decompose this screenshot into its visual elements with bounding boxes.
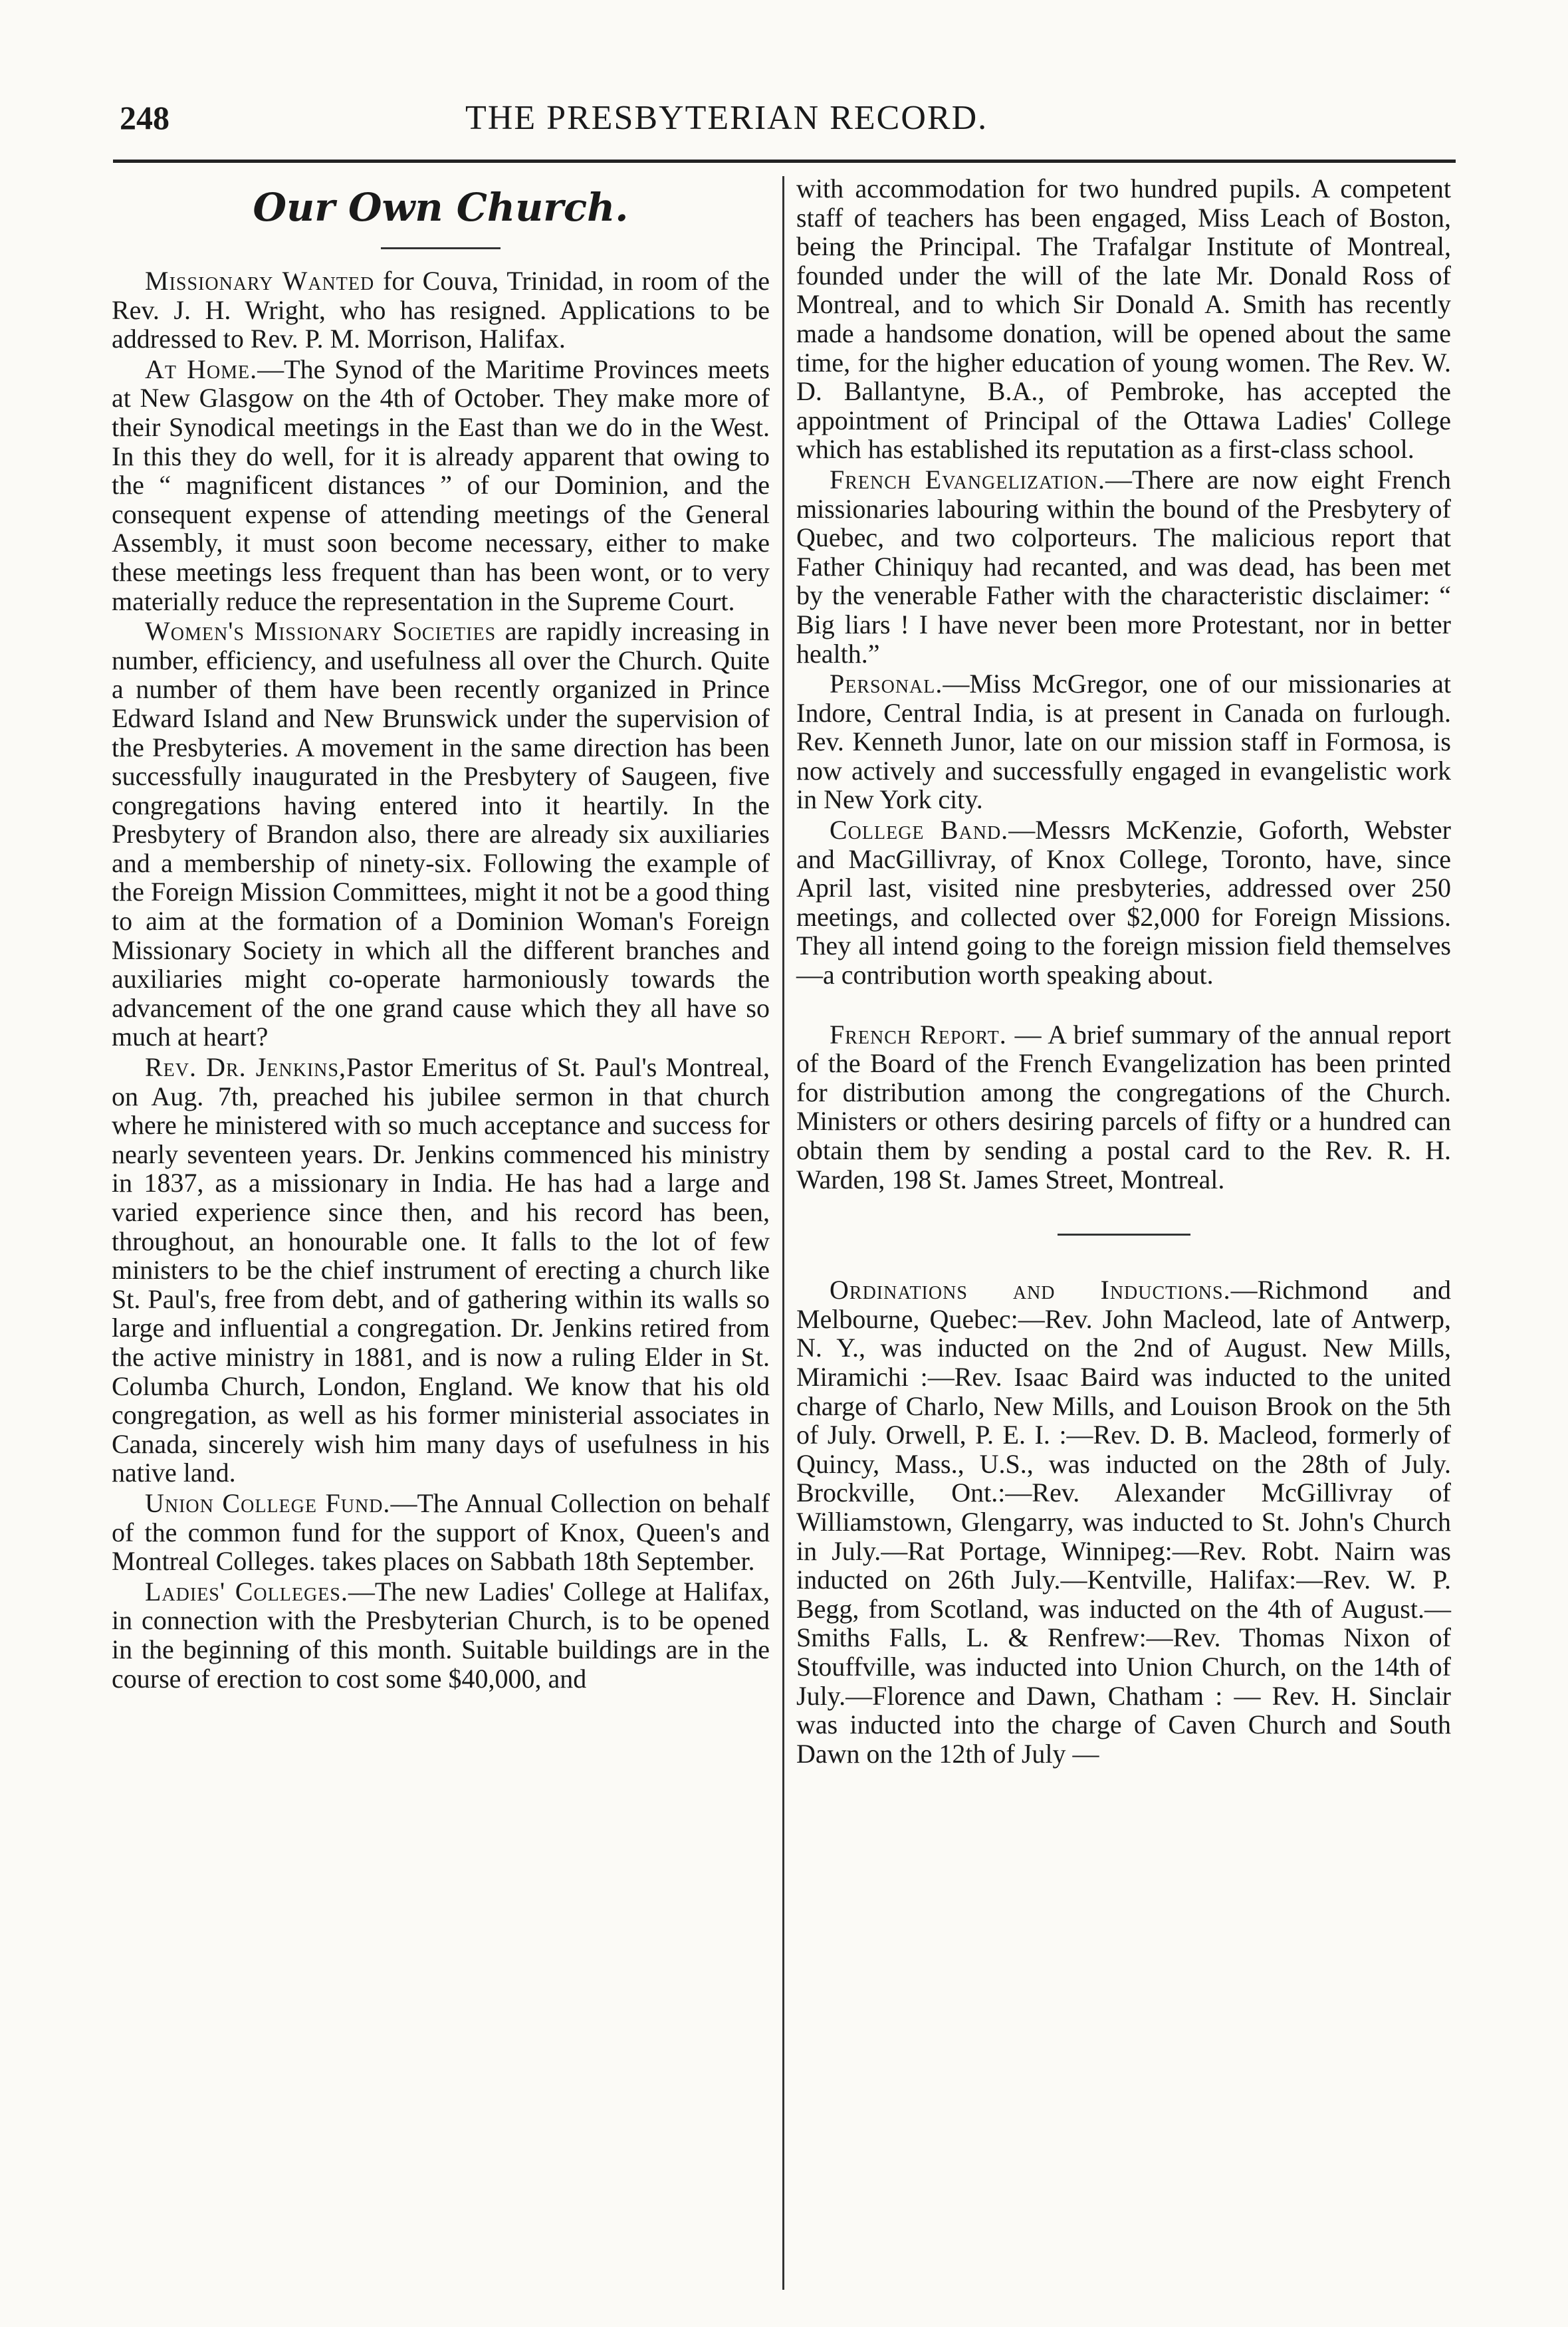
page-header bbox=[120, 98, 1436, 152]
item-ordinations bbox=[796, 1275, 1451, 1768]
heading-rule bbox=[381, 247, 501, 249]
left-column bbox=[112, 174, 770, 1693]
item-lead: College Band. bbox=[830, 815, 1009, 845]
item-lead: Ladies' Colleges. bbox=[145, 1576, 348, 1607]
column-divider bbox=[782, 176, 784, 2290]
item-lead: French Evangelization. bbox=[830, 464, 1105, 495]
item-text: —The Annual Collection on behalf of the common fund for the support of Knox, Queen's and Montreal Colleges. takes places on Sabbath 18th September. bbox=[112, 1488, 770, 1577]
item-lead: Union College Fund. bbox=[145, 1488, 391, 1518]
page-number: 248 bbox=[120, 99, 169, 136]
right-column bbox=[796, 174, 1451, 1768]
item-text: —The new Ladies' College at Halifax, in connection with the Presbyterian Church, is to be opened in the beginning of this month. Suitable buildings are in the course of erection to cost some $40,000, and bbox=[112, 1576, 770, 1694]
header-rule bbox=[113, 160, 1456, 163]
item-lead: Rev. Dr. Jenkins, bbox=[145, 1052, 346, 1083]
item-lead: Personal. bbox=[830, 669, 943, 699]
item-text: —Miss McGregor, one of our missionaries at Indore, Central India, is at present in Canada on furlough. Rev. Kenneth Junor, late on our mission staff in Formosa, is now actively and successfully engaged in evangelistic work in New York city. bbox=[796, 669, 1451, 815]
item-lead: French Report. bbox=[830, 1019, 1007, 1050]
item-ladies-colleges-continued bbox=[796, 174, 1451, 464]
item-text: with accommodation for two hundred pupils. A competent staff of teachers has been engaged, Miss Leach of Boston, being the Principal. The Trafalgar Institute of Montreal, founded under the will of the late Mr. Donald Ross of Montreal, and to which Sir Donald A. Smith has recently made a handsome donation, will be opened about the same time, for the higher education of young women. The Rev. W. D. Ballantyne, B.A., of Pembroke, has accepted the appointment of Principal of the Ottawa Ladies' College which has established its reputation as a first-class school. bbox=[796, 173, 1451, 465]
item-lead: Missionary Wanted bbox=[145, 266, 375, 296]
item-text: —Messrs McKenzie, Goforth, Webster and MacGillivray, of Knox College, Toronto, have, since April last, visited nine presbyteries, addressed over 250 meetings, and collected over $2,000 for Foreign Missions. They all intend going to the foreign mission field themselves—a contribution worth speaking about. bbox=[796, 815, 1451, 990]
item-lead: Women's Missionary Societies bbox=[145, 616, 497, 647]
item-college-band bbox=[796, 816, 1451, 990]
item-at-home bbox=[112, 355, 770, 615]
item-text: —There are now eight French missionaries labouring within the bound of the Presbytery of Quebec, and two colporteurs. The malicious report that Father Chiniquy had recanted, and was dead, has been met by the venerable Father with the characteristic disclaimer: “ Big liars ! I have never been more Protestant, nor in better health.” bbox=[796, 464, 1451, 669]
item-missionary-wanted bbox=[112, 267, 770, 354]
item-text: for Couva, Trinidad, in room of the Rev. J. H. Wright, who has resigned. Applications to be addressed to Rev. P. M. Morrison, Halifax. bbox=[112, 266, 770, 354]
item-french-report bbox=[796, 1020, 1451, 1194]
item-text: are rapidly increasing in number, efficiency, and usefulness all over the Church. Quite a number of them have been recently organized in Prince Edward Island and New Brunswick under the supervision of the Presbyteries. A movement in the same direction has been successfully inaugurated in the Presbytery of Saugeen, five congregations having entered into it heartily. In the Presbytery of Brandon also, there are already six auxiliaries and a membership of ninety-six. Following the example of the Foreign Mission Committees, might it not be a good thing to aim at the formation of a Dominion Woman's Foreign Missionary Society in which all the different branches and auxiliaries might co-operate harmoniously towards the advancement of the one grand cause which they all have so much at heart? bbox=[112, 616, 770, 1052]
item-dr-jenkins bbox=[112, 1053, 770, 1488]
section-rule bbox=[1058, 1234, 1190, 1236]
item-lead: Ordinations and Inductions. bbox=[830, 1275, 1231, 1305]
item-womens-societies bbox=[112, 617, 770, 1052]
running-title: THE PRESBYTERIAN RECORD. bbox=[465, 99, 988, 137]
paragraph-gap bbox=[796, 990, 1451, 1020]
item-text: Pastor Emeritus of St. Paul's Montreal, on Aug. 7th, preached his jubilee sermon in that church where he ministered with so much acceptance and success for nearly seventeen years. Dr. Jenkins commenced his ministry in 1837, as a missionary in India. He has had a large and varied experience since then, and his record has been, throughout, an honourable one. It falls to the lot of few ministers to be the chief instrument of erecting a church like St. Paul's, free from debt, and of gathering within its walls so large and influential a congregation. Dr. Jenkins retired from the active ministry in 1881, and is now a ruling Elder in St. Columba Church, London, England. We know that his old congregation, as well as his former ministerial associates in Canada, sincerely wish him many days of usefulness in his native land. bbox=[112, 1052, 770, 1488]
item-text: —The Synod of the Maritime Provinces meets at New Glasgow on the 4th of October. They make more of their Synodical meetings in the East than we do in the West. In this they do well, for it is already apparent that owing to the “ magnificent distances ” of our Dominion, and the consequent expense of attending meetings of the General Assembly, it must soon become necessary, either to make these meetings less frequent than has been wont, or to very materially reduce the representation in the Supreme Court. bbox=[112, 354, 770, 616]
item-text: —Richmond and Melbourne, Quebec:—Rev. John Macleod, late of Antwerp, N. Y., was inducted on the 2nd of August. New Mills, Miramichi :—Rev. Isaac Baird was inducted to the united charge of Charlo, New Mills, and Louison Brook on the 5th of July. Orwell, P. E. I. :—Rev. D. B. Macleod, formerly of Quincy, Mass., U.S., was inducted on the 28th of July. Brockville, Ont.:—Rev. Alexander McGillivray of Williamstown, Glengarry, was inducted to St. John's Church in July.—Rat Portage, Winnipeg:—Rev. Robt. Nairn was inducted on 26th July.—Kentville, Halifax:—Rev. W. P. Begg, from Scotland, was inducted on the 4th of August.—Smiths Falls, L. & Renfrew:—Rev. Thomas Nixon of Stouffville, was inducted into Union Church, on the 14th of July.—Florence and Dawn, Chatham : — Rev. H. Sinclair was inducted into the charge of Caven Church and South Dawn on the 12th of July — bbox=[796, 1275, 1451, 1769]
item-personal bbox=[796, 669, 1451, 814]
item-lead: At Home. bbox=[145, 354, 258, 384]
item-ladies-colleges bbox=[112, 1577, 770, 1693]
item-text: — A brief summary of the annual report of the Board of the French Evangelization has been printed for distribution among the congregations of the Church. Ministers or others desiring parcels of fifty or a hundred can obtain them by sending a postal card to the Rev. R. H. Warden, 198 St. James Street, Montreal. bbox=[796, 1019, 1451, 1194]
item-french-evangelization bbox=[796, 465, 1451, 668]
item-union-college-fund bbox=[112, 1489, 770, 1576]
section-heading: Our Own Church. bbox=[253, 185, 629, 230]
